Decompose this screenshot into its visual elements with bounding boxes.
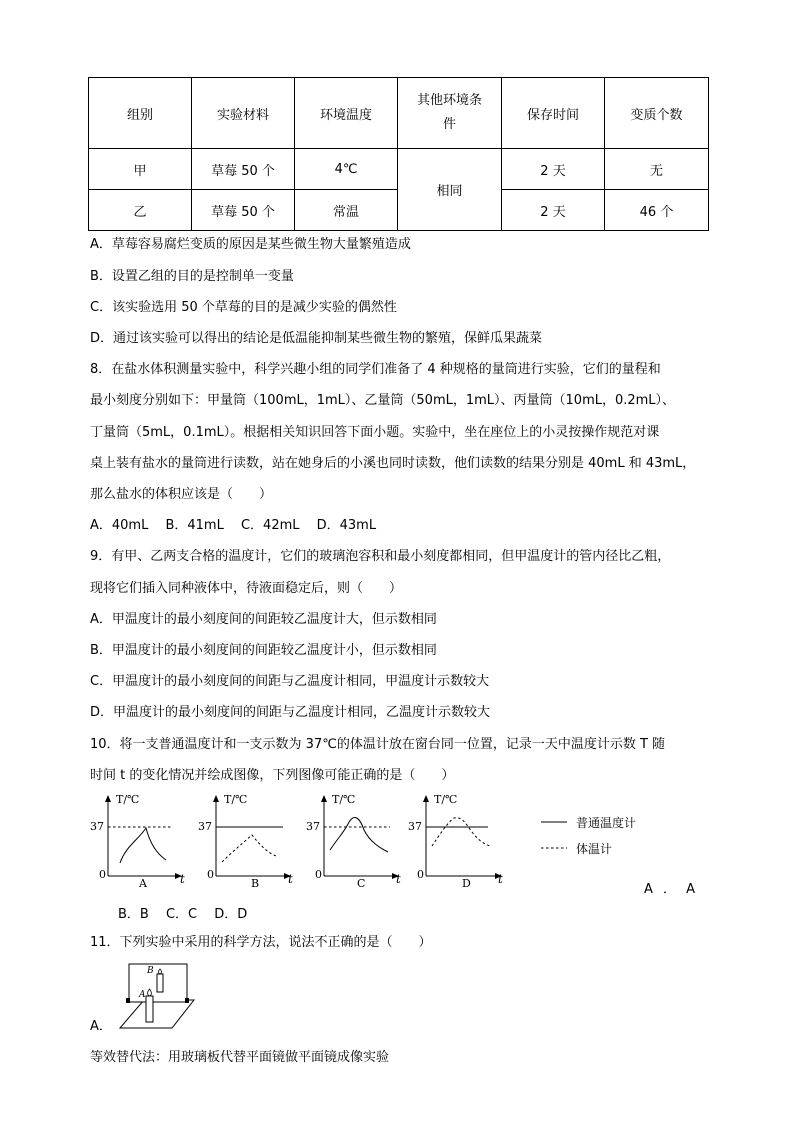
graph-a-name: A — [139, 877, 147, 890]
q9-stem-line: 9．有甲、乙两支合格的温度计，它们的玻璃泡容积和最小刻度都相同，但甲温度计的管内径比乙粗， — [90, 549, 671, 564]
graph-a — [105, 795, 182, 879]
graph-a-origin: 0 — [99, 868, 106, 881]
cell-spoiled-count: 46 个 — [605, 190, 709, 231]
cell-group: 甲 — [89, 149, 192, 190]
q7-option-d: D．通过该实验可以得出的结论是低温能抑制某些微生物的繁殖，保鲜瓜果蔬菜 — [90, 331, 543, 346]
table-header-row — [89, 78, 709, 149]
graph-a-ylabel: T/℃ — [116, 793, 140, 806]
plane-mirror-experiment-figure — [112, 960, 204, 1030]
graph-legend — [541, 822, 567, 848]
graph-c — [321, 795, 399, 879]
graph-c-ylabel: T/℃ — [332, 793, 356, 806]
header-other-condition — [398, 78, 502, 149]
graph-d-origin: 0 — [417, 868, 424, 881]
q10-stem-line: 10．将一支普通温度计和一支示数为 37℃的体温计放在窗台同一位置，记录一天中温度计示数 T 随 — [90, 737, 666, 752]
cell-temperature: 常温 — [295, 190, 398, 231]
q10-options: B．B C．C D．D — [118, 907, 248, 922]
table-row — [89, 149, 709, 190]
cell-storage-time: 2 天 — [502, 190, 605, 231]
figure-label-b: B — [147, 966, 154, 976]
graph-b-xlabel: t — [288, 872, 293, 886]
header-condition-line2: 件 — [442, 117, 456, 132]
graph-b-name: B — [251, 877, 260, 890]
header-storage-time: 保存时间 — [502, 78, 605, 149]
cell-material: 草莓 50 个 — [192, 149, 295, 190]
graph-b-origin: 0 — [207, 868, 214, 881]
legend-dashed-label: 体温计 — [576, 842, 613, 856]
cell-material: 草莓 50 个 — [192, 190, 295, 231]
q11-option-a-letter: A． — [90, 1019, 112, 1034]
graph-d-ylabel: T/℃ — [434, 793, 458, 806]
q7-option-a: A．草莓容易腐烂变质的原因是某些微生物大量繁殖造成 — [90, 237, 411, 252]
cell-spoiled-count: 无 — [605, 149, 709, 190]
q9-option-c: C．甲温度计的最小刻度间的间距与乙温度计相同，甲温度计示数较大 — [90, 674, 490, 689]
header-temperature: 环境温度 — [295, 78, 398, 149]
experiment-table — [88, 77, 709, 231]
cell-storage-time: 2 天 — [502, 149, 605, 190]
graph-c-name: C — [357, 877, 366, 890]
cell-group: 乙 — [89, 190, 192, 231]
q8-stem-line: 丁量筒（5mL，0.1mL）。根据相关知识回答下面小题。实验中，坐在座位上的小灵按操作规范对课 — [90, 425, 660, 440]
q9-option-b: B．甲温度计的最小刻度间的间距较乙温度计小，但示数相同 — [90, 643, 437, 658]
q7-option-c: C．该实验选用 50 个草莓的目的是减少实验的偶然性 — [90, 300, 397, 315]
graph-c-tick-37: 37 — [306, 820, 320, 833]
graph-c-origin: 0 — [315, 868, 322, 881]
header-spoiled-count: 变质个数 — [605, 78, 709, 149]
graph-a-xlabel: t — [180, 872, 185, 886]
q8-stem-line: 那么盐水的体积应该是（ ） — [90, 487, 273, 502]
q8-stem-line: 8．在盐水体积测量实验中，科学兴趣小组的同学们准备了 4 种规格的量筒进行实验，它们的量程和 — [90, 362, 661, 377]
q11-stem: 11．下列实验中采用的科学方法，说法不正确的是（ ） — [90, 935, 432, 950]
graph-d-tick-37: 37 — [408, 820, 422, 833]
graph-d — [423, 795, 502, 879]
q10-stem-line: 时间 t 的变化情况并绘成图像，下列图像可能正确的是（ ） — [90, 768, 455, 783]
graph-d-name: D — [462, 877, 471, 890]
header-condition-line1: 其他环境条 — [416, 93, 482, 108]
figure-label-a: A — [139, 990, 146, 1000]
cell-temperature: 4℃ — [295, 149, 398, 190]
q8-options: A．40mL B．41mL C．42mL D．43mL — [90, 518, 377, 533]
q9-stem-line: 现将它们插入同种液体中，待液面稳定后，则（ ） — [90, 581, 403, 596]
header-group: 组别 — [89, 78, 192, 149]
legend-solid-label: 普通温度计 — [576, 816, 637, 830]
q11-option-a-text: 等效替代法：用玻璃板代替平面镜做平面镜成像实验 — [90, 1050, 390, 1065]
q9-option-d: D．甲温度计的最小刻度间的间距与乙温度计相同，乙温度计示数较大 — [90, 705, 491, 720]
header-material: 实验材料 — [192, 78, 295, 149]
graph-b — [213, 795, 291, 879]
graph-a-tick-37: 37 — [90, 820, 104, 833]
q9-option-a: A．甲温度计的最小刻度间的间距较乙温度计大，但示数相同 — [90, 612, 437, 627]
q7-option-b: B．设置乙组的目的是控制单一变量 — [90, 269, 294, 284]
cell-other-condition: 相同 — [398, 149, 502, 231]
graph-c-xlabel: t — [396, 872, 401, 886]
graph-d-xlabel: t — [498, 872, 503, 886]
q10-options-tail: A ． A — [644, 882, 696, 897]
graph-b-ylabel: T/℃ — [224, 793, 248, 806]
q8-stem-line: 最小刻度分别如下：甲量筒（100mL，1mL）、乙量筒（50mL，1mL）、丙量筒（10mL，0.2mL）、 — [90, 393, 676, 408]
q8-stem-line: 桌上装有盐水的量筒进行读数，站在她身后的小溪也同时读数，他们读数的结果分别是 40mL 和 43mL， — [90, 456, 696, 471]
graph-b-tick-37: 37 — [198, 820, 212, 833]
